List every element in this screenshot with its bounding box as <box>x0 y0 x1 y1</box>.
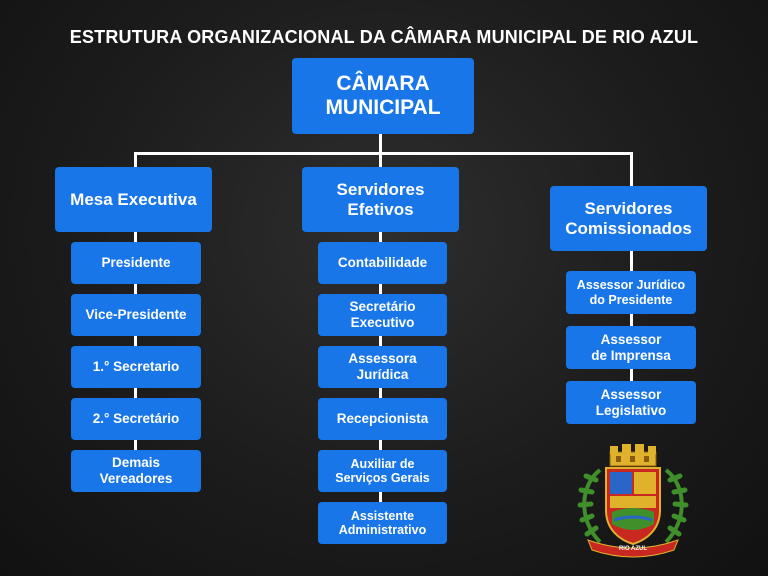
camara-municipal-box: CÂMARA MUNICIPAL <box>292 58 474 134</box>
rio-azul-coat-of-arms <box>570 440 696 558</box>
mesa-executiva-box: Mesa Executiva <box>55 167 212 232</box>
connector-horizontal <box>134 152 633 155</box>
assessora-juridica-box: Assessora Jurídica <box>318 346 447 388</box>
vice-presidente-box: Vice-Presidente <box>71 294 201 336</box>
assessor-legislativo-box: Assessor Legislativo <box>566 381 696 424</box>
demais-vereadores-box: Demais Vereadores <box>71 450 201 492</box>
auxiliar-servicos-gerais-box: Auxiliar de Serviços Gerais <box>318 450 447 492</box>
connector-comissionados-down <box>630 152 633 188</box>
assessor-juridico-presidente-box: Assessor Jurídico do Presidente <box>566 271 696 314</box>
recepcionista-box: Recepcionista <box>318 398 447 440</box>
servidores-comissionados-box: Servidores Comissionados <box>550 186 707 251</box>
secretario-executivo-box: Secretário Executivo <box>318 294 447 336</box>
contabilidade-box: Contabilidade <box>318 242 447 284</box>
connector-root-down <box>379 133 382 154</box>
servidores-efetivos-box: Servidores Efetivos <box>302 167 459 232</box>
banner-text: RIO AZUL <box>618 546 648 552</box>
primeiro-secretario-box: 1.° Secretario <box>71 346 201 388</box>
page-title: ESTRUTURA ORGANIZACIONAL DA CÂMARA MUNICIPAL DE RIO AZUL <box>69 27 699 47</box>
presidente-box: Presidente <box>71 242 201 284</box>
assessor-imprensa-box: Assessor de Imprensa <box>566 326 696 369</box>
assistente-administrativo-box: Assistente Administrativo <box>318 502 447 544</box>
segundo-secretario-box: 2.° Secretário <box>71 398 201 440</box>
